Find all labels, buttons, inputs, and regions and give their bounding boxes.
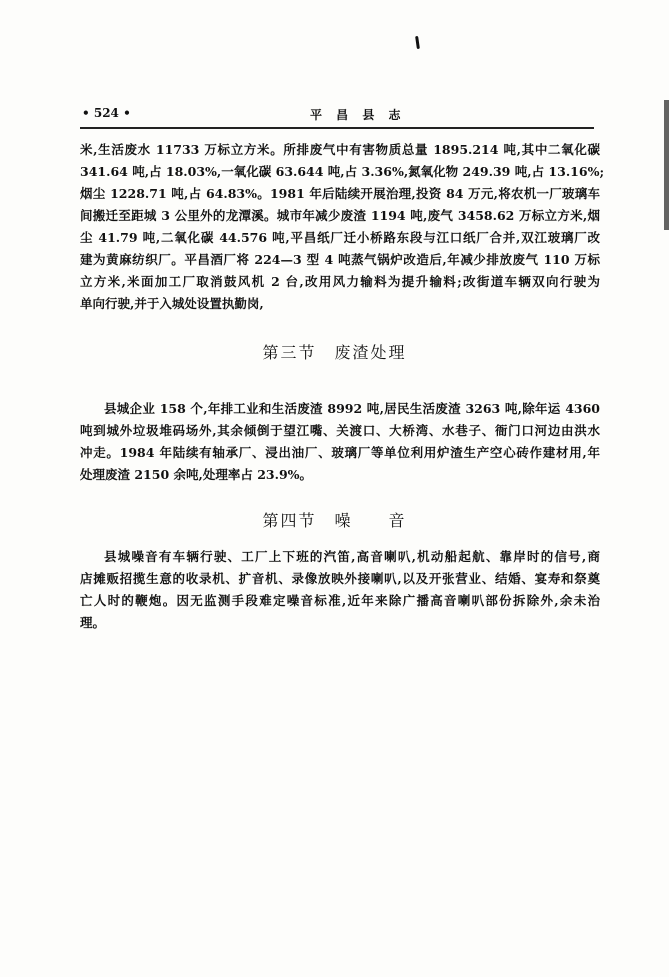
text-line: 建为黄麻纺织厂。平昌酒厂将 224—3 型 4 吨蒸气锅炉改造后,年减少排放废气 110 万标: [80, 252, 600, 267]
section-heading-noise: 第四节 噪 音: [262, 511, 407, 530]
text-line: 烟尘 1228.71 吨,占 64.83%。1981 年后陆续开展治理,投资 84 万元,将农机一厂玻璃车: [80, 186, 600, 201]
text-line: 冲走。1984 年陆续有轴承厂、浸出油厂、玻璃厂等单位利用炉渣生产空心砖作建材用,年: [80, 445, 600, 460]
section-heading-waste-residue: 第三节 废渣处理: [262, 343, 407, 362]
text-line: 店摊贩招揽生意的收录机、扩音机、录像放映外接喇叭,以及开张营业、结婚、宴寿和祭奠: [80, 571, 600, 586]
text-line: 尘 41.79 吨,二氧化碳 44.576 吨,平昌纸厂迁小桥路东段与江口纸厂合并,双江玻璃厂改: [80, 230, 600, 245]
text-line: 亡人时的鞭炮。因无监测手段难定噪音标准,近年来除广播高音喇叭部份拆除外,余未治: [80, 593, 600, 608]
scan-edge-shadow: [664, 100, 669, 230]
text-line: 米,生活废水 11733 万标立方米。所排废气中有害物质总量 1895.214 吨,其中二氧化碳: [80, 142, 600, 157]
text-line: 单向行驶,并于入城处设置执勤岗,: [80, 296, 264, 311]
scan-artifact: [415, 36, 420, 49]
text-line: 县城噪音有车辆行驶、工厂上下班的汽笛,高音喇叭,机动船起航、靠岸时的信号,商: [104, 549, 600, 564]
page-number: • 524 •: [82, 106, 131, 120]
text-line: 341.64 吨,占 18.03%,一氧化碳 63.644 吨,占 3.36%,氮氧化物 249.39 吨,占 13.16%;: [80, 164, 605, 179]
text-line: 间搬迁至距城 3 公里外的龙潭溪。城市年减少废渣 1194 吨,废气 3458.62 万标立方米,烟: [80, 208, 600, 223]
text-line: 吨到城外垃圾堆码场外,其余倾倒于望江嘴、关渡口、大桥湾、水巷子、衙门口河边由洪水: [80, 423, 600, 438]
text-line: 县城企业 158 个,年排工业和生活废渣 8992 吨,居民生活废渣 3263 吨,除年运 4360: [104, 401, 600, 416]
header-rule: [80, 127, 594, 129]
text-line: 立方米,米面加工厂取消鼓风机 2 台,改用风力输料为提升输料;改街道车辆双向行驶为: [80, 274, 600, 289]
running-header-title: 平 昌 县 志: [310, 108, 406, 122]
text-line: 理。: [80, 615, 106, 630]
text-line: 处理废渣 2150 余吨,处理率占 23.9%。: [80, 467, 313, 482]
